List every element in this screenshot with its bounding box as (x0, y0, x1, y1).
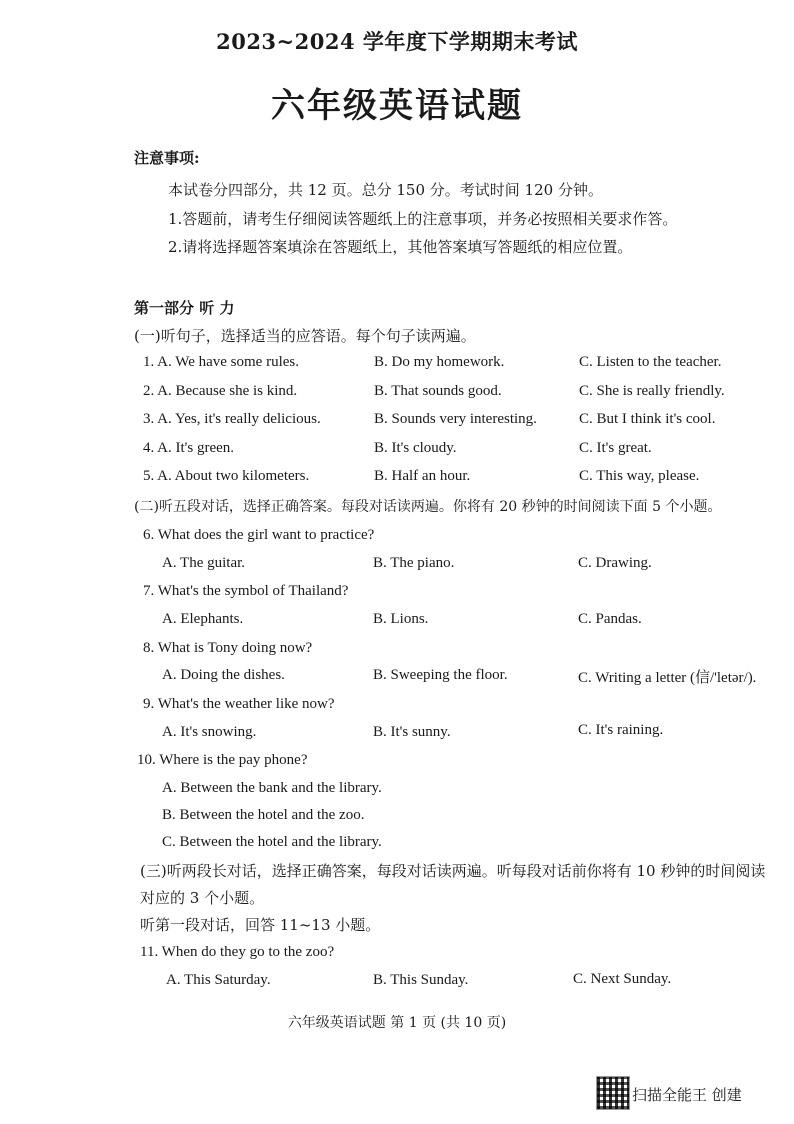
section-heading: (一)听句子，选择适当的应答语。每个句子读两遍。 (134, 327, 476, 345)
question-stem: 7. What's the symbol of Thailand? (143, 583, 349, 599)
option-b: B. This Sunday. (373, 972, 469, 988)
option-c: C. Between the hotel and the library. (162, 834, 382, 850)
exam-title: 2023~2024 学年度下学期期末考试 (216, 29, 578, 54)
question-stem: 9. What's the weather like now? (143, 696, 335, 712)
option-a: 1. A. We have some rules. (143, 354, 299, 370)
question-stem: 6. What does the girl want to practice? (143, 527, 375, 543)
question-stem: 8. What is Tony doing now? (143, 640, 313, 656)
option-b: B. Between the hotel and the zoo. (162, 807, 365, 823)
notice-line: 2.请将选择题答案填涂在答题纸上，其他答案填写答题纸的相应位置。 (168, 238, 633, 256)
option-a: A. Doing the dishes. (162, 667, 285, 683)
section-heading: 对应的 3 个小题。 (140, 889, 265, 907)
section-heading: 听第一段对话，回答 11~13 小题。 (140, 916, 381, 934)
option-a: A. Between the bank and the library. (162, 780, 382, 796)
qr-logo-icon (596, 1076, 630, 1110)
section-heading: (二)听五段对话，选择正确答案。每段对话读两遍。你将有 20 秒钟的时间阅读下面 5 个小题。 (134, 499, 722, 515)
part-title: 第一部分 听 力 (134, 299, 235, 317)
option-a: A. This Saturday. (166, 972, 271, 988)
option-a: 5. A. About two kilometers. (143, 468, 310, 484)
option-c: C. Next Sunday. (573, 971, 672, 987)
question-stem: 10. Where is the pay phone? (137, 752, 308, 768)
page-footer: 六年级英语试题 第 1 页 (共 10 页) (287, 1015, 507, 1031)
option-a: 4. A. It's green. (143, 440, 235, 456)
option-b: B. Sweeping the floor. (373, 667, 508, 683)
option-b: B. Lions. (373, 611, 429, 627)
section-heading: (三)听两段长对话，选择正确答案，每段对话读两遍。听每段对话前你将有 10 秒钟的时间阅读 (140, 862, 766, 880)
option-b: B. Do my homework. (374, 354, 505, 370)
option-a: A. It's snowing. (162, 724, 257, 740)
option-c: C. It's great. (579, 440, 652, 456)
question-stem: 11. When do they go to the zoo? (140, 944, 335, 960)
option-c: C. Listen to the teacher. (579, 354, 722, 370)
option-b: B. It's cloudy. (374, 440, 457, 456)
option-c: C. Pandas. (578, 611, 642, 627)
option-a: 2. A. Because she is kind. (143, 383, 298, 399)
option-b: B. That sounds good. (374, 383, 502, 399)
notice-title: 注意事项: (134, 149, 200, 167)
option-a: A. The guitar. (162, 555, 246, 571)
option-a: A. Elephants. (162, 611, 244, 627)
option-c: C. Writing a letter (信/'letər/). (578, 670, 757, 686)
notice-line: 本试卷分四部分，共 12 页。总分 150 分。考试时间 120 分钟。 (168, 181, 603, 199)
option-c: C. She is really friendly. (579, 383, 725, 399)
option-b: B. It's sunny. (373, 724, 451, 740)
notice-line: 1.答题前，请考生仔细阅读答题纸上的注意事项，并务必按照相关要求作答。 (168, 210, 678, 228)
option-c: C. But I think it's cool. (579, 411, 716, 427)
option-a: 3. A. Yes, it's really delicious. (143, 411, 321, 427)
option-c: C. Drawing. (578, 555, 652, 571)
option-b: B. The piano. (373, 555, 455, 571)
scanner-watermark: 扫描全能王 创建 (632, 1086, 742, 1104)
paper-title: 六年级英语试题 (271, 86, 523, 126)
option-c: C. It's raining. (578, 722, 664, 738)
option-b: B. Half an hour. (374, 468, 471, 484)
option-c: C. This way, please. (579, 468, 700, 484)
option-b: B. Sounds very interesting. (374, 411, 537, 427)
